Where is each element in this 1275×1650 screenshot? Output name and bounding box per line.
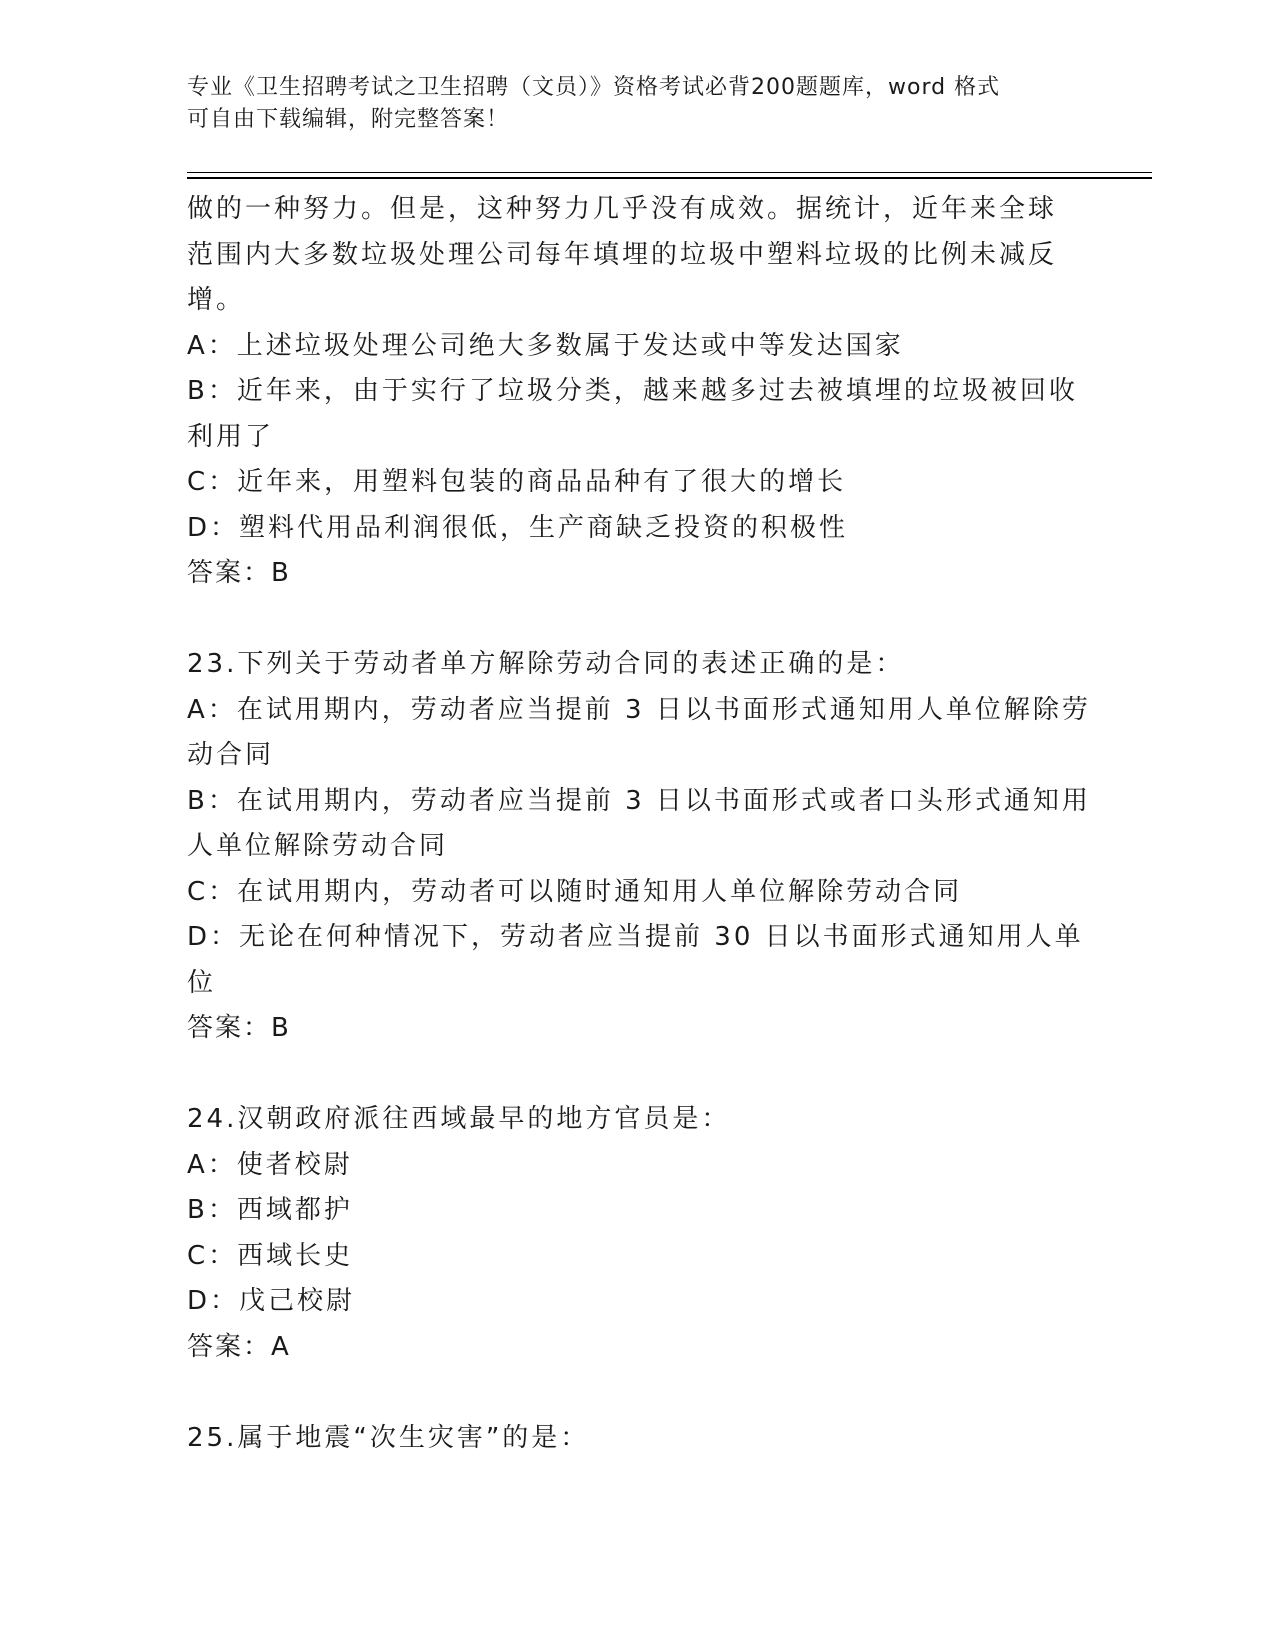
option-a: A：上述垃圾处理公司绝大多数属于发达或中等发达国家 — [187, 330, 904, 361]
option-d-continued: 位 — [187, 967, 217, 998]
answer-text: 答案：A — [187, 1331, 291, 1362]
spacer — [187, 1370, 1087, 1416]
option-c: C：西域长史 — [187, 1240, 354, 1271]
option-b-continued: 人单位解除劳动合同 — [187, 831, 449, 861]
header-line-2: 可自由下载编辑，附完整答案！ — [187, 107, 510, 132]
question-24 — [187, 1097, 1087, 1370]
option-b-continued: 利用了 — [187, 421, 275, 452]
spacer — [187, 597, 1087, 643]
question-text-line: 范围内大多数垃圾处理公司每年填埋的垃圾中塑料垃圾的比例未减反 — [187, 239, 1058, 270]
question-25 — [187, 1416, 1087, 1462]
option-a: A：使者校尉 — [187, 1149, 353, 1180]
header-line-1: 专业《卫生招聘考试之卫生招聘（文员）》资格考试必背200题题库，word 格式 — [187, 75, 1001, 100]
question-stem: 23.下列关于劳动者单方解除劳动合同的表述正确的是： — [187, 649, 905, 679]
option-c: C：近年来，用塑料包装的商品品种有了很大的增长 — [187, 467, 847, 497]
option-a-continued: 动合同 — [187, 740, 275, 770]
option-d: D：戊己校尉 — [187, 1286, 356, 1316]
header-rule-top — [187, 172, 1152, 173]
option-b: B：近年来，由于实行了垃圾分类，越来越多过去被填埋的垃圾被回收 — [187, 376, 1078, 406]
option-a: A：在试用期内，劳动者应当提前 3 日以书面形式通知用人单位解除劳 — [187, 694, 1091, 725]
document-body — [187, 187, 1091, 1461]
answer-text: 答案：B — [187, 1013, 291, 1043]
question-23 — [187, 642, 1091, 1052]
question-stem: 25.属于地震“次生灾害”的是： — [187, 1422, 590, 1453]
option-d: D：塑料代用品利润很低，生产商缺乏投资的积极性 — [187, 512, 849, 543]
option-d: D：无论在何种情况下，劳动者应当提前 30 日以书面形式通知用人单 — [187, 922, 1084, 952]
question-continued — [187, 187, 1087, 597]
option-c: C：在试用期内，劳动者可以随时通知用人单位解除劳动合同 — [187, 876, 963, 907]
question-text-line: 做的一种努力。但是，这种努力几乎没有成效。据统计，近年来全球 — [187, 194, 1058, 224]
answer-text: 答案：B — [187, 558, 291, 588]
spacer — [187, 1052, 1087, 1098]
option-b: B：西域都护 — [187, 1195, 353, 1225]
header-rule-bottom — [187, 177, 1152, 179]
option-b: B：在试用期内，劳动者应当提前 3 日以书面形式或者口头形式通知用 — [187, 785, 1091, 816]
question-stem: 24.汉朝政府派往西域最早的地方官员是： — [187, 1104, 731, 1134]
question-text-line: 增。 — [187, 285, 246, 315]
document-header — [187, 72, 1087, 136]
